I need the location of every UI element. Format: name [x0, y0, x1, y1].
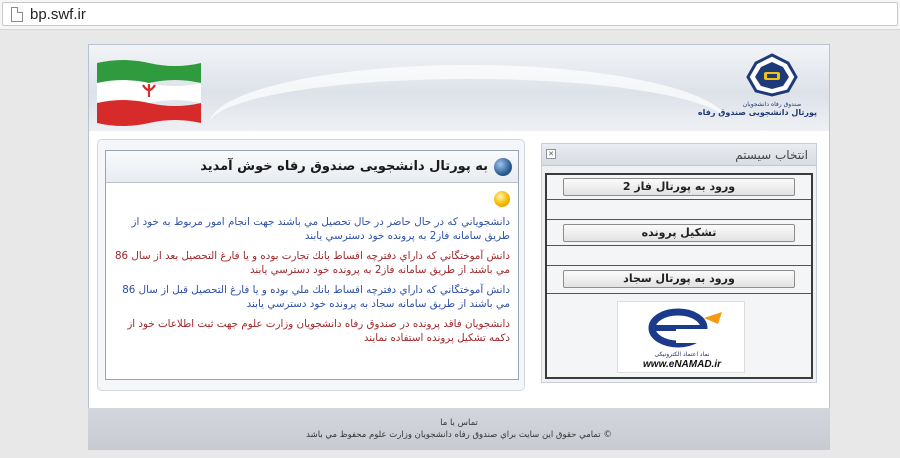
address-bar[interactable]: [2, 2, 898, 26]
logo-emblem-icon: [744, 53, 800, 97]
enamad-badge[interactable]: [617, 301, 745, 373]
iran-flag-icon: [93, 57, 205, 127]
globe-icon: [494, 158, 512, 176]
message-no-file-students: دانشجويان فاقد پرونده در صندوق رفاه دانشجويان وزارت علوم جهت ثبت اطلاعات خود از دكمه تشكيل پرونده استفاده نمايند: [127, 318, 510, 344]
spacer-row: [547, 200, 811, 220]
option-row-phase2: [547, 175, 811, 200]
page-icon: [11, 7, 23, 22]
enamad-logo-icon: [618, 302, 745, 352]
site-frame: [88, 44, 830, 414]
welcome-panel: [97, 139, 525, 391]
site-logo[interactable]: [697, 53, 817, 127]
url-text[interactable]: bp.swf.ir: [30, 5, 86, 23]
system-options: [545, 173, 813, 379]
site-header: [89, 45, 829, 131]
browser-toolbar: [0, 0, 900, 30]
sajad-portal-button[interactable]: ورود به پورتال سجاد: [563, 270, 795, 288]
system-select-title: انتخاب سيستم: [735, 147, 808, 162]
info-bulb-icon: [494, 191, 510, 207]
copyright-text: © تمامي حقوق اين سايت براي صندوق رفاه دانشجويان وزارت علوم محفوظ مي باشد: [306, 430, 612, 440]
logo-portal-text: پورتال دانشجویی صندوق رفاه: [697, 108, 817, 117]
spacer-row: [547, 246, 811, 266]
message-tejarat-graduates: دانش آموختگاني كه داراي دفترچه اقساط بانك تجارت بوده و يا فارغ التحصيل بعد از سال 86 مي باشند از طريق سامانه فاز2 به پرونده خود دسترسي يابند: [114, 250, 510, 276]
system-select-header: [542, 144, 816, 166]
welcome-box: [105, 150, 519, 380]
welcome-header: [106, 151, 518, 183]
logo-org-text: صندوق رفاه دانشجویان: [742, 101, 802, 108]
option-row-create-file: [547, 220, 811, 246]
welcome-title: به پورتال دانشجویی صندوق رفاه خوش آمدید: [200, 159, 488, 174]
site-footer: [88, 408, 830, 450]
phase2-portal-button[interactable]: ورود به پورتال فاز 2: [563, 178, 795, 196]
collapse-icon[interactable]: ✕: [546, 149, 556, 159]
message-current-students: دانشجوياني كه در حال حاضر در حال تحصيل مي باشند جهت انجام امور مربوط به خود از طريق سامانه فاز2 به پرونده خود دسترسي يابند: [131, 216, 510, 242]
contact-link[interactable]: تماس با ما: [440, 418, 478, 428]
option-row-sajad: [547, 266, 811, 294]
message-melli-graduates: دانش آموختگاني كه داراي دفترچه اقساط بانك ملي بوده و يا فارغ التحصيل قبل از سال 86 مي باشند از طريق سامانه سجاد به پرونده خود دسترسي يابند: [122, 284, 510, 310]
enamad-fa-text: نماد اعتماد الکترونیکی: [654, 351, 710, 358]
create-file-button[interactable]: تشكيل پرونده: [563, 224, 795, 242]
system-select-panel: [541, 143, 817, 383]
enamad-url-text: www.eNAMAD.ir: [643, 359, 721, 370]
